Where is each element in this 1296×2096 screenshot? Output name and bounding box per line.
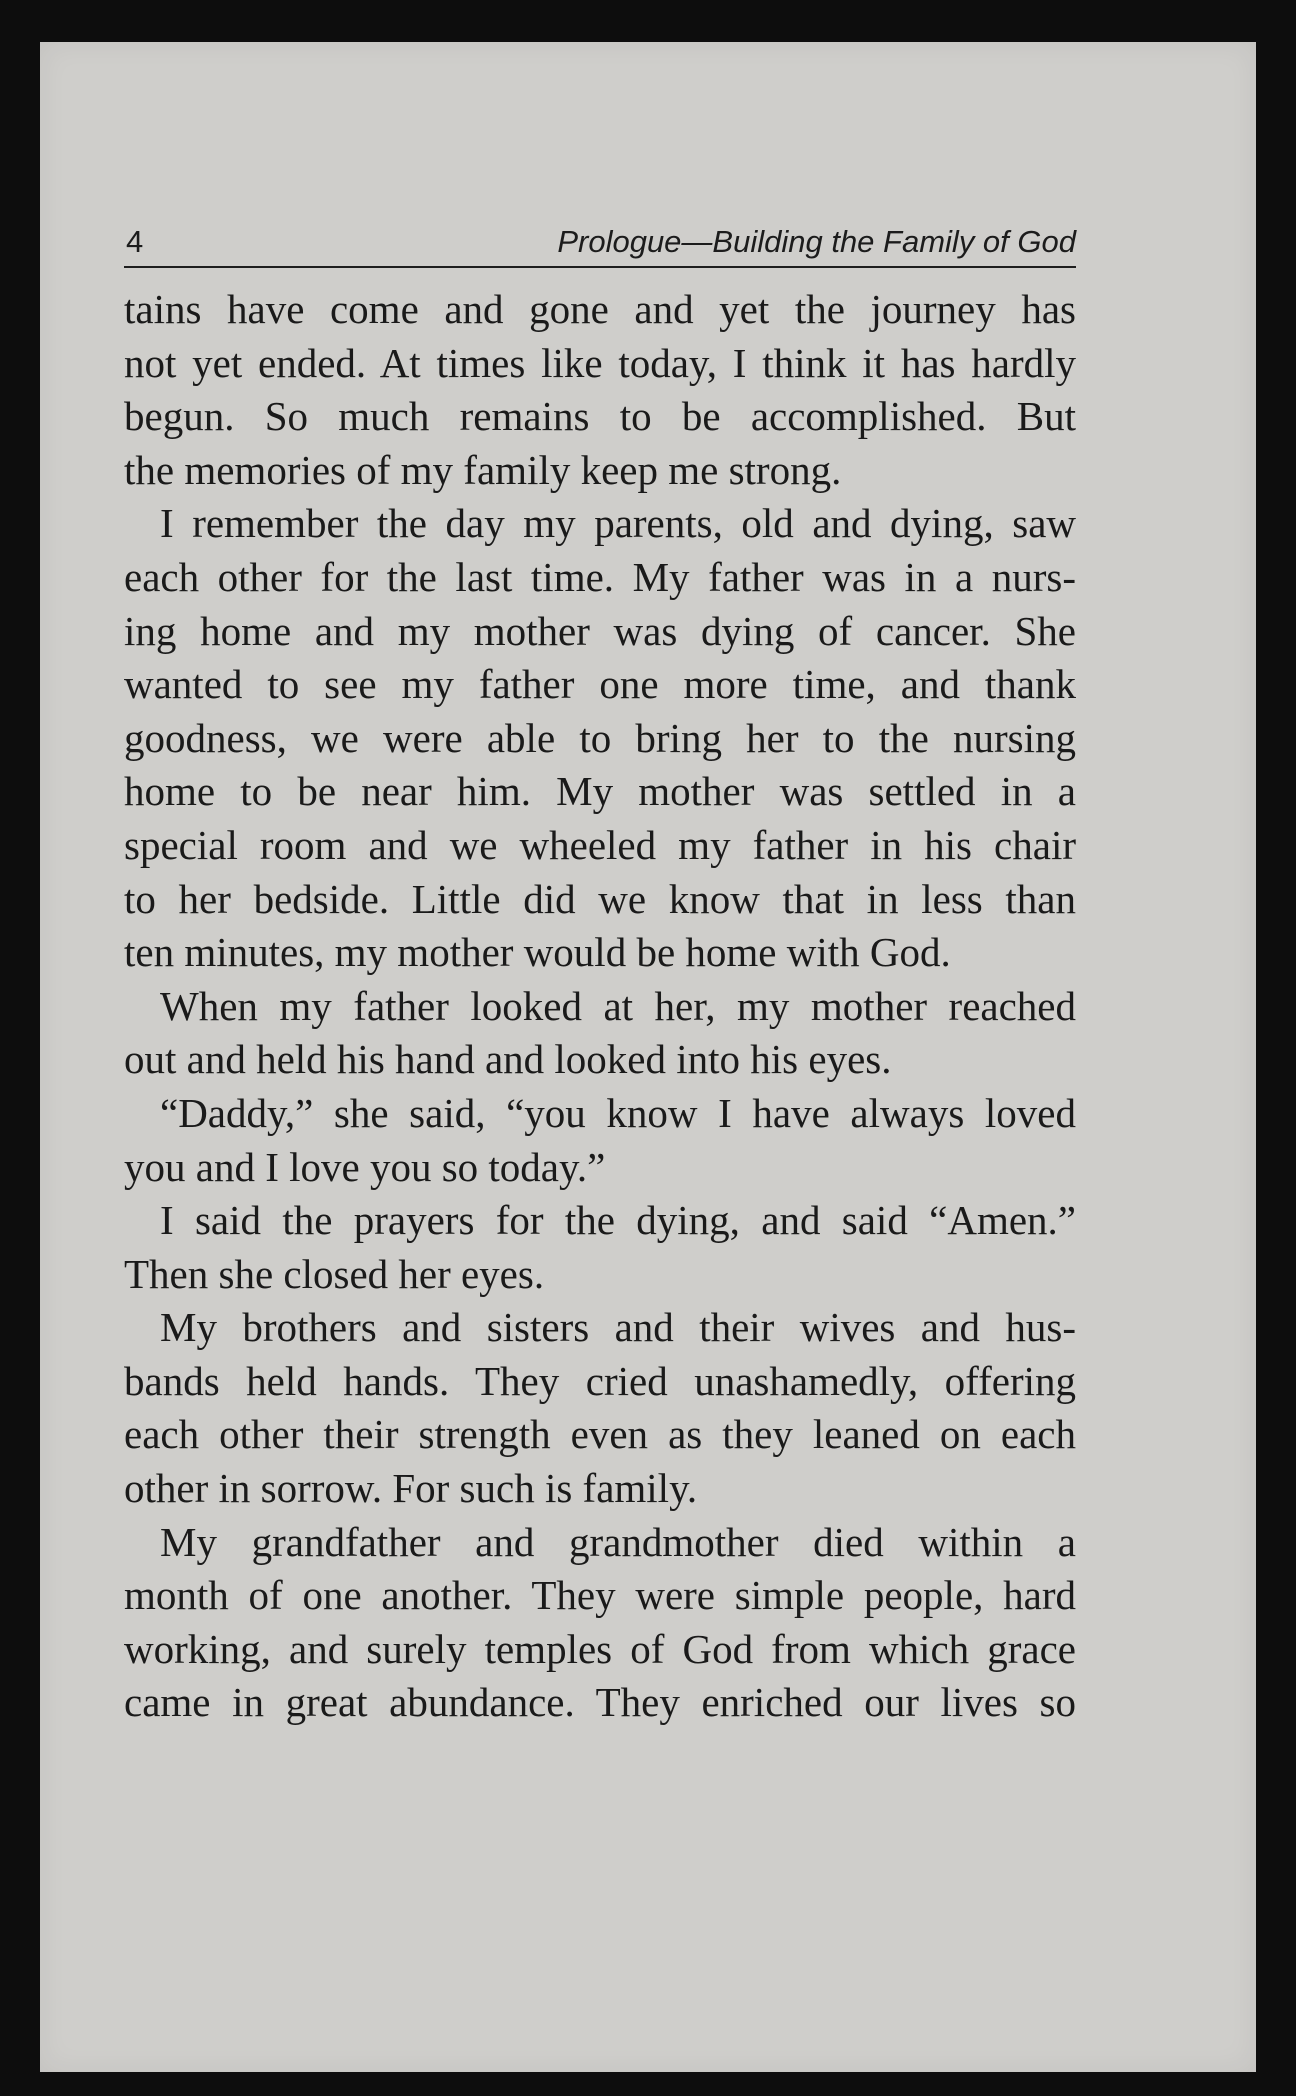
text-line: bands held hands. They cried unashamedly, offering — [124, 1357, 1076, 1404]
text-line: to her bedside. Little did we know that in less than — [124, 875, 1076, 922]
text-line: “Daddy,” she said, “you know I have always loved — [160, 1089, 1076, 1136]
text-line: home to be near him. My mother was settled in a — [124, 768, 1076, 815]
text-line: tains have come and gone and yet the journey has — [124, 286, 1076, 332]
page-number: 4 — [126, 224, 144, 259]
text-line: My grandfather and grandmother died within a — [160, 1518, 1076, 1565]
text-line: wanted to see my father one more time, and thank — [124, 661, 1076, 708]
text-line: ten minutes, my mother would be home with God. — [124, 929, 951, 976]
text-line: When my father looked at her, my mother reached — [160, 982, 1076, 1029]
text-line: working, and surely temples of God from which grace — [124, 1625, 1076, 1672]
text-line: out and held his hand and looked into his eyes. — [124, 1036, 892, 1083]
text-line: I remember the day my parents, old and dying, saw — [160, 500, 1076, 547]
text-line: you and I love you so today.” — [124, 1143, 606, 1190]
text-line: special room and we wheeled my father in his chair — [124, 821, 1076, 868]
chapter-title: Prologue—Building the Family of God — [557, 224, 1076, 259]
body-text — [124, 283, 1076, 1730]
text-line: other in sorrow. For such is family. — [124, 1465, 698, 1512]
text-line: month of one another. They were simple people, hard — [124, 1572, 1076, 1619]
text-line: the memories of my family keep me strong. — [124, 446, 842, 493]
text-line: each other for the last time. My father was in a nurs- — [124, 553, 1076, 600]
text-line: goodness, we were able to bring her to the nursing — [124, 714, 1076, 761]
text-line: each other their strength even as they leaned on each — [124, 1411, 1076, 1458]
running-header — [124, 222, 1076, 268]
text-line: My brothers and sisters and their wives and hus- — [160, 1304, 1076, 1351]
text-line: I said the prayers for the dying, and said “Amen.” — [160, 1197, 1076, 1244]
text-line: came in great abundance. They enriched our lives so — [124, 1679, 1076, 1726]
text-line: ing home and my mother was dying of cancer. She — [124, 607, 1076, 654]
text-line: begun. So much remains to be accomplished. But — [124, 393, 1076, 440]
text-line: Then she closed her eyes. — [124, 1250, 545, 1297]
text-line: not yet ended. At times like today, I think it has hardly — [124, 339, 1076, 386]
